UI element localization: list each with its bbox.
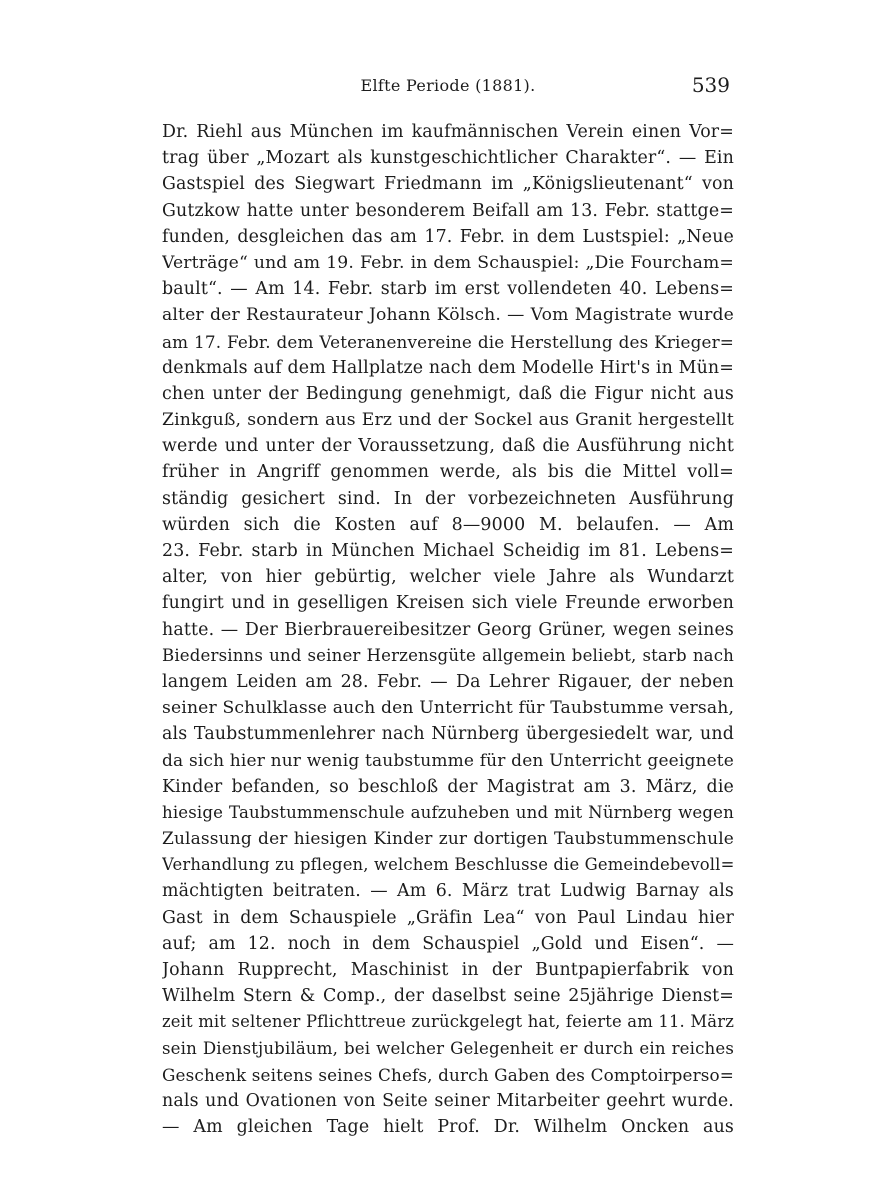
text-line: funden, desgleichen das am 17. Febr. in dem Lustspiel: „Neue: [162, 226, 734, 247]
text-line: denkmals auf dem Hallplatze nach dem Modelle Hirt's in Mün=: [162, 357, 734, 378]
text-line: ständig gesichert sind. In der vorbezeichneten Ausführung: [162, 488, 734, 509]
text-line: alter der Restaurateur Johann Kölsch. — Vom Magistrate wurde: [162, 305, 734, 326]
book-page: [162, 73, 734, 1140]
text-line: Zinkguß, sondern aus Erz und der Sockel aus Granit hergestellt: [162, 410, 734, 431]
text-line: 23. Febr. starb in München Michael Scheidig im 81. Lebens=: [162, 541, 734, 561]
text-line: Biedersinns und seiner Herzensgüte allgemein beliebt, starb nach: [162, 645, 734, 665]
text-line: Kinder befanden, so beschloß der Magistrat am 3. März, die: [162, 776, 734, 797]
text-line: alter, von hier gebürtig, welcher viele Jahre als Wundarzt: [162, 567, 734, 588]
text-line: hatte. — Der Bierbrauereibesitzer Georg Grüner, wegen seines: [162, 619, 734, 640]
text-line: mächtigten beitraten. — Am 6. März trat Ludwig Barnay als: [162, 881, 734, 902]
text-line: langem Leiden am 28. Febr. — Da Lehrer Rigauer, der neben: [162, 671, 734, 692]
text-line: chen unter der Bedingung genehmigt, daß die Figur nicht aus: [162, 383, 734, 404]
text-line: Dr. Riehl aus München im kaufmännischen Verein einen Vor=: [162, 122, 734, 142]
text-line: Zulassung der hiesigen Kinder zur dortigen Taubstummenschule: [162, 829, 734, 850]
text-line: bault“. — Am 14. Febr. starb im erst vollendeten 40. Lebens=: [162, 279, 734, 300]
text-line: werde und unter der Voraussetzung, daß die Ausführung nicht: [162, 436, 734, 457]
text-line: trag über „Mozart als kunstgeschichtlicher Charakter“. — Ein: [162, 148, 734, 169]
text-line: — Am gleichen Tage hielt Prof. Dr. Wilhelm Oncken aus: [162, 1117, 734, 1138]
page-header: [162, 73, 734, 102]
body-text: [162, 119, 734, 1140]
text-line: früher in Angriff genommen werde, als bis die Mittel voll=: [162, 462, 734, 483]
text-line: Verträge“ und am 19. Febr. in dem Schauspiel: „Die Fourcham=: [162, 252, 734, 273]
text-line: Wilhelm Stern & Comp., der daselbst seine 25jährige Dienst=: [162, 986, 734, 1007]
text-line: als Taubstummenlehrer nach Nürnberg übergesiedelt war, und: [162, 724, 734, 745]
text-line: sein Dienstjubiläum, bei welcher Gelegenheit er durch ein reiches: [162, 1038, 734, 1058]
text-line: Gast in dem Schauspiele „Gräfin Lea“ von Paul Lindau hier: [162, 907, 734, 928]
text-line: da sich hier nur wenig taubstumme für den Unterricht geeignete: [162, 750, 734, 771]
text-line: fungirt und in geselligen Kreisen sich viele Freunde erworben: [162, 593, 734, 614]
text-line: hiesige Taubstummenschule aufzuheben und mit Nürnberg wegen: [162, 802, 734, 822]
running-title: Elfte Periode (1881).: [360, 76, 536, 95]
text-line: Gutzkow hatte unter besonderem Beifall am 13. Febr. stattge=: [162, 200, 734, 221]
text-line: Geschenk seitens seines Chefs, durch Gaben des Comptoirperso=: [162, 1064, 734, 1085]
text-line: am 17. Febr. dem Veteranenvereine die Herstellung des Krieger=: [162, 331, 734, 352]
text-line: auf; am 12. noch in dem Schauspiel „Gold und Eisen“. —: [162, 933, 734, 954]
text-line: Johann Rupprecht, Maschinist in der Buntpapierfabrik von: [162, 960, 734, 980]
text-line: Gastspiel des Siegwart Friedmann im „Königslieutenant“ von: [162, 174, 734, 195]
page-number: 539: [691, 73, 730, 97]
text-line: Verhandlung zu pflegen, welchem Beschlusse die Gemeindebevoll=: [162, 855, 734, 875]
text-line: nals und Ovationen von Seite seiner Mitarbeiter geehrt wurde.: [162, 1090, 734, 1111]
text-line: würden sich die Kosten auf 8—9000 M. belaufen. — Am: [162, 514, 734, 535]
text-line: zeit mit seltener Pflichttreue zurückgelegt hat, feierte am 11. März: [162, 1012, 734, 1032]
text-line: seiner Schulklasse auch den Unterricht für Taubstumme versah,: [162, 698, 734, 719]
